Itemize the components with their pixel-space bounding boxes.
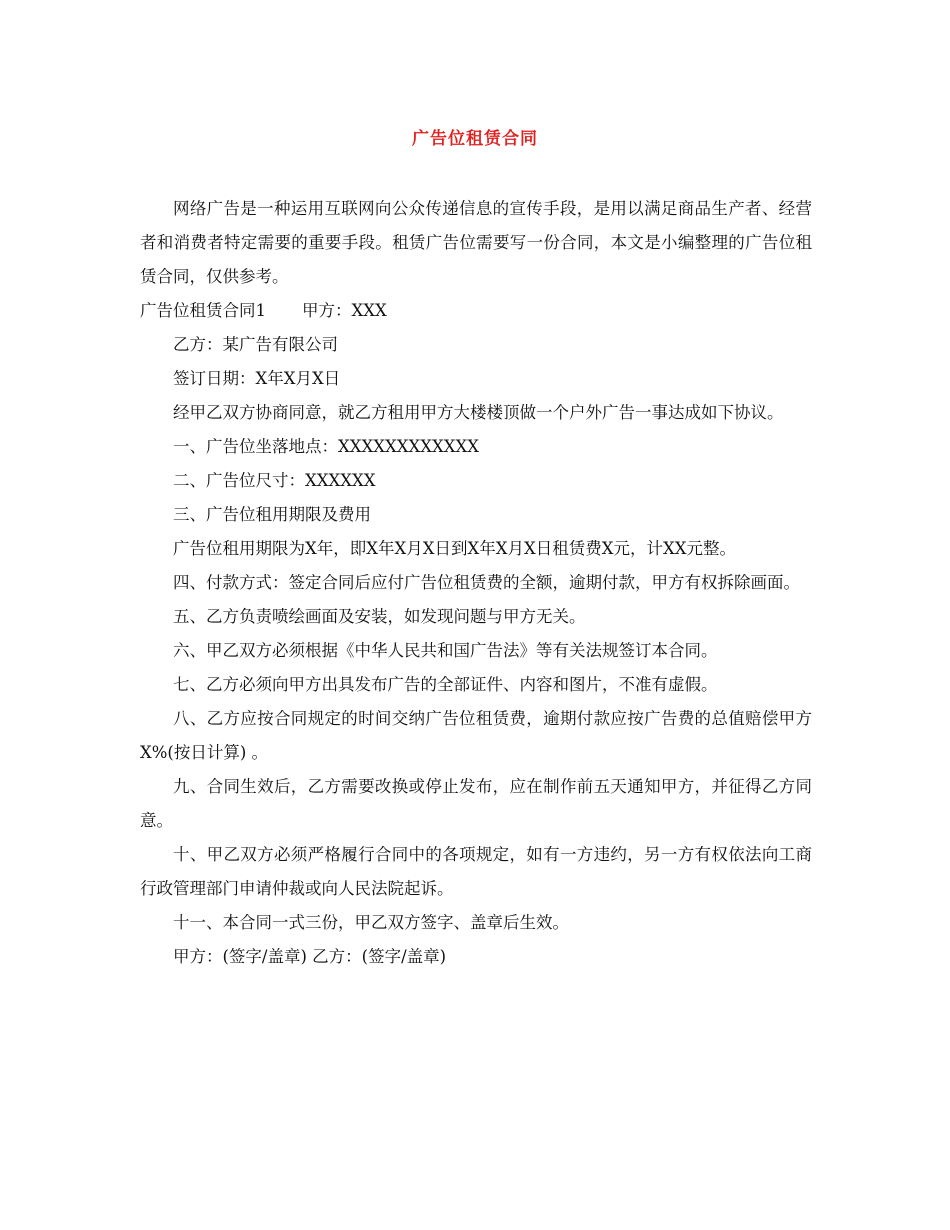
- clause-8: 八、乙方应按合同规定的时间交纳广告位租赁费，逾期付款应按广告费的总值赔偿甲方 X%(按日计算) 。: [140, 709, 812, 762]
- clause-3: 三、广告位租用期限及费用: [173, 505, 371, 524]
- signature-line: 甲方：(签字/盖章) 乙方：(签字/盖章): [173, 947, 447, 966]
- contract-heading-line: [140, 294, 812, 328]
- party-b: 乙方：某广告有限公司: [173, 335, 338, 354]
- clause-3-detail: 广告位租用期限为X年，即X年X月X日到X年X月X日租赁费X元，计XX元整。: [173, 539, 736, 558]
- clause-6: 六、甲乙双方必须根据《中华人民共和国广告法》等有关法规签订本合同。: [173, 641, 718, 660]
- clause-5: 五、乙方负责喷绘画面及安装，如发现问题与甲方无关。: [173, 607, 586, 626]
- document-body: [140, 192, 812, 974]
- clause-7: 七、乙方必须向甲方出具发布广告的全部证件、内容和图片，不准有虚假。: [173, 675, 718, 694]
- intro-paragraph: 网络广告是一种运用互联网向公众传递信息的宣传手段，是用以满足商品生产者、经营者和消费者特定需要的重要手段。租赁广告位需要写一份合同，本文是小编整理的广告位租赁合同，仅供参考。: [140, 199, 812, 286]
- clause-11: 十一、本合同一式三份，甲乙双方签字、盖章后生效。: [173, 913, 569, 932]
- contract-heading: 广告位租赁合同1: [140, 301, 266, 320]
- party-a: 甲方：XXX: [302, 301, 387, 320]
- agreement-paragraph: 经甲乙双方协商同意，就乙方租用甲方大楼楼顶做一个户外广告一事达成如下协议。: [173, 403, 784, 422]
- clause-1: 一、广告位坐落地点：XXXXXXXXXXXX: [173, 437, 479, 456]
- clause-10: 十、甲乙双方必须严格履行合同中的各项规定，如有一方违约，另一方有权依法向工商行政管理部门申请仲裁或向人民法院起诉。: [140, 845, 812, 898]
- clause-9: 九、合同生效后，乙方需要改换或停止发布，应在制作前五天通知甲方，并征得乙方同意。: [140, 777, 812, 830]
- clause-2: 二、广告位尺寸：XXXXXX: [173, 471, 376, 490]
- document-title: 广告位租赁合同: [412, 129, 538, 149]
- sign-date: 签订日期：X年X月X日: [173, 369, 341, 388]
- clause-4: 四、付款方式：签定合同后应付广告位租赁费的全额，逾期付款，甲方有权拆除画面。: [173, 573, 800, 592]
